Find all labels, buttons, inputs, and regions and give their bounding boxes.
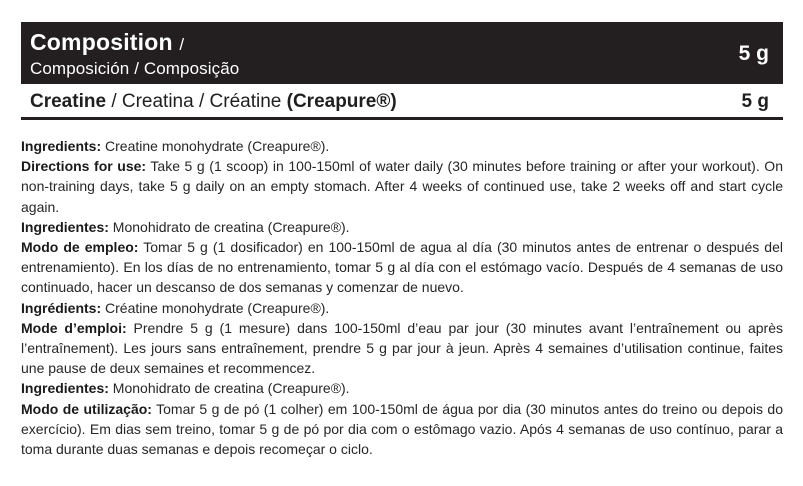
section-text: Tomar 5 g de pó (1 colher) em 100-150ml de água por dia (30 minutos antes do treino ou depois do exercício). Em dias sem treino, tomar 5 g de pó por dia com o estômago vazio. Após 4 semanas de uso contínuo, parar a toma durante duas semanas e depois recomeçar o ciclo. xyxy=(21,400,784,458)
serving-amount: 5 g xyxy=(738,42,769,65)
section-ingredients-fr xyxy=(21,298,783,318)
section-text: Tomar 5 g (1 dosificador) en 100-150ml de agua al día (30 minutos antes de entrenar o después del entrenamiento). En los días de no entrenamiento, tomar 5 g al día con el estómago vacío. Después de 4 semanas de uso continuado, hacer un descanso de dos semanas y comenzar de nuevo. xyxy=(21,239,783,296)
instructions-text xyxy=(21,136,783,459)
section-directions-pt xyxy=(21,399,783,460)
section-label: Ingredientes: xyxy=(21,218,109,235)
section-label: Ingrédients: xyxy=(21,299,102,316)
product-name-translations: / Creatina / Créatine xyxy=(111,91,282,112)
section-directions-es xyxy=(21,237,783,298)
product-amount: 5 g xyxy=(741,91,769,112)
composition-panel xyxy=(21,22,783,120)
section-text: Creatine monohydrate (Creapure®). xyxy=(105,138,330,154)
section-ingredients-es xyxy=(21,217,783,237)
product-name xyxy=(30,91,397,113)
product-brand: (Creapure®) xyxy=(286,91,397,112)
composition-title-text: Composition xyxy=(30,29,173,55)
composition-title xyxy=(30,29,184,56)
section-label: Directions for use: xyxy=(21,158,147,175)
section-directions-fr xyxy=(21,318,783,379)
section-text: Créatine monohydrate (Creapure®). xyxy=(105,299,330,316)
section-label: Modo de empleo: xyxy=(21,239,139,256)
section-text: Prendre 5 g (1 mesure) dans 100-150ml d’eau par jour (30 minutes avant l’entraînement ou après l’entraînement). Les jours sans entraînement, prendre 5 g par jour à jeun. Après 4 semaines d’utilisation continue, faites une pause de deux semaines et recommencez. xyxy=(21,319,783,377)
section-directions-en xyxy=(21,156,783,217)
section-text: Monohidrato de creatina (Creapure®). xyxy=(112,218,350,235)
section-label: Modo de utilização: xyxy=(21,400,152,417)
product-name-primary: Creatine xyxy=(30,91,107,112)
section-label: Mode d’emploi: xyxy=(21,319,127,336)
section-ingredients-en xyxy=(21,136,783,156)
section-ingredients-pt xyxy=(21,378,783,398)
composition-title-slash: / xyxy=(179,35,185,54)
section-label: Ingredientes: xyxy=(21,380,109,397)
section-text: Take 5 g (1 scoop) in 100-150ml of water daily (30 minutes before training or after your workout). On non-training days, take 5 g daily on an empty stomach. After 4 weeks of continued use, take 2 weeks off and start cycle again. xyxy=(21,158,783,215)
section-text: Monohidrato de creatina (Creapure®). xyxy=(112,380,350,397)
product-row xyxy=(21,89,783,120)
composition-subtitle: Composición / Composição xyxy=(30,59,240,78)
composition-header xyxy=(21,22,783,84)
section-label: Ingredients: xyxy=(21,138,102,154)
